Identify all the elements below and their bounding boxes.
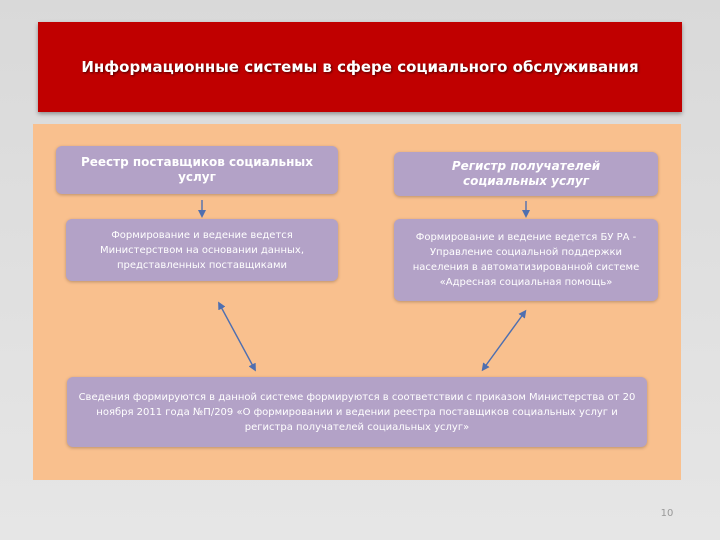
arrow-left-diagonal: [220, 305, 254, 368]
recipients-register-label: Регистр получателей социальных услуг: [451, 159, 601, 188]
page-number: 10: [660, 508, 674, 519]
providers-description-text: Формирование и ведение ведется Министерством на основании данных, представленных поставщиками: [99, 229, 304, 271]
legal-basis-text: Сведения формируются в данной системе формируются в соответствии с приказом Министерства от 20 ноября 2011 года №П/209 «О формировании и ведении реестра поставщиков социальных услуг и регистра получателей социальных услуг»: [78, 391, 636, 433]
slide-title: Информационные системы в сфере социального обслуживания: [81, 57, 639, 76]
arrow-right-diagonal: [484, 313, 524, 368]
providers-registry-label: Реестр поставщиков социальных услуг: [80, 155, 314, 184]
recipients-description-text: Формирование и ведение ведется БУ РА - Управление социальной поддержки населения в автоматизированной системе «Адресная социальная помощь»: [412, 232, 640, 288]
